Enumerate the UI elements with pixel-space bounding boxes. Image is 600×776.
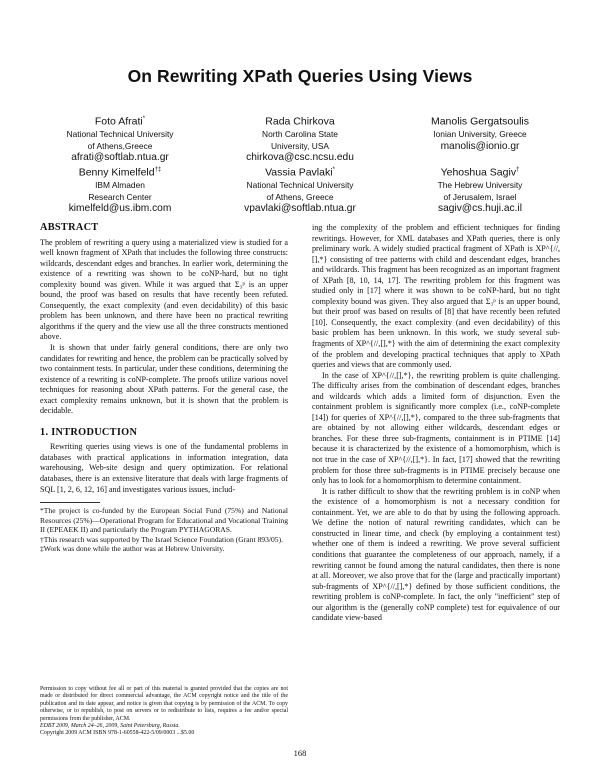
author-affiliation: of Athens,Greece <box>87 140 153 151</box>
author-affiliation: Research Center <box>88 191 152 202</box>
body-paragraph: It is rather difficult to show that the rewriting problem is in coNP when the existence of a homomorphism is not a necessary condition for containment. Yet, we are able to do that by using the following approach. We define the notion of natural rewriting candidates, which can be constructed in linear time, and check (by employing a containment test) whether one of them is indeed a rewriting. We prove several sufficient conditions that guarantee the completeness of our approach, namely, if a rewriting cannot be found among the natural candidates, then there is none at all. Moreover, we also prove that for the (large and practically important) sub-fragments of XP^{//,[],*} defined by those sufficient conditions, the rewriting problem is coNP-complete. In fact, the only "inefficient" step of our algorithm is the (generally coNP complete) test for equivalence of our candidate view-based <box>312 486 560 623</box>
footnote-rule <box>40 502 100 503</box>
copyright-line: Copyright 2009 ACM ISBN 978-1-60558-422-5/09/0003 ...$5.00 <box>40 730 195 737</box>
author-affiliation: of Jerusalem, Israel <box>443 191 517 202</box>
author-name: Yehoshua Sagiv† <box>440 166 520 179</box>
left-column <box>40 223 288 554</box>
intro-paragraph: Rewriting queries using views is one of the fundamental problems in databases with practical applications in information integration, data warehousing, Web-site design and query optimization. For relational databases, there is an extensive literature that deals with large fragments of SQL [1, 2, 6, 12, 16] and investigates various issues, includ- <box>40 442 288 494</box>
footnote: †This research was supported by The Israel Science Foundation (Grant 893/05). <box>40 534 284 544</box>
abstract-paragraph: The problem of rewriting a query using a materialized view is studied for a well known fragment of XPath that includes the following three constructs: wildcards, descendant edges and branches. In earlier work, determining the existence of a rewriting was shown to be coNP-hard, but no tight complexity bound was given. While it was argued that Σ₃ᵖ is an upper bound, the proof was based on results that have recently been refuted. Consequently, the exact complexity (and even decidability) of this basic problem has been unknown, and there have been no practical rewriting algorithms if the query and the view use all the three constructs mentioned above. <box>40 237 288 342</box>
author-affiliation: University, USA <box>270 140 329 151</box>
author-name: Foto Afrati* <box>94 115 146 128</box>
author-email: manolis@ionio.gr <box>440 140 520 152</box>
author-email: afrati@softlab.ntua.gr <box>71 152 169 163</box>
author-affiliation: North Carolina State <box>262 129 338 139</box>
permission-notice <box>40 686 288 738</box>
author-name: Benny Kimelfeld†‡ <box>78 166 162 179</box>
permission-text: Permission to copy without fee all or part of this material is granted provided that the copies are not made or distributed for direct commercial advantage, the ACM copyright notice and the title of the publication and its date appear, and notice is given that copying is by permission of the ACM. To copy otherwise, or to republish, to post on servers or to redistribute to lists, requires a fee and/or special permissions from the publisher, ACM. <box>40 686 288 722</box>
author-email: vpavlaki@softlab.ntua.gr <box>244 203 356 214</box>
author-block <box>35 114 205 164</box>
abstract-heading: ABSTRACT <box>40 222 99 233</box>
author-affiliation: IBM Almaden <box>95 180 145 190</box>
author-email: kimelfeld@us.ibm.com <box>68 203 172 214</box>
author-affiliation: National Technical University <box>66 129 174 139</box>
author-affiliation: National Technical University <box>246 180 354 190</box>
author-affiliation: Ionian University, Greece <box>433 129 527 139</box>
page-number: 168 <box>293 748 307 758</box>
author-name: Rada Chirkova <box>265 115 335 128</box>
author-affiliation: of Athens, Greece <box>266 191 334 202</box>
body-paragraph: ing the complexity of the problem and efficient techniques for finding rewritings. However, for XML databases and XPath queries, there is only preliminary work. A widely studied practical fragment of XPath is XP^{//,[],*} consisting of tree patterns with child and descendant edges, branches and wildcards. This fragment has been recognized as an important fragment of XPath [8, 10, 14, 17]. The rewriting problem for this fragment was studied only in [17] where it was shown to be coNP-hard, but no tight complexity bound was given. They also argued that Σ₃ᵖ is an upper bound, but their proof was based on results of [8] that have recently been refuted [10]. Consequently, the exact complexity (and even decidability) of this basic problem has been unknown. In this work, we study several sub-fragments of XP^{//,[],*} with the aim of determining the exact complexity of the problem and developing practical techniques that apply to XPath queries and views that are commonly used. <box>312 223 560 370</box>
section-heading: 1. INTRODUCTION <box>40 426 138 438</box>
right-column <box>312 223 560 624</box>
body-paragraph: In the case of XP^{//,[],*}, the rewriting problem is quite challenging. The difficulty arises from the combination of descendant edges, branches and wildcards which adds a limited form of disjunction. Even the containment problem is significantly more complex (i.e., coNP-complete [14]) for queries of XP^{//,[],*}, compared to the three sub-fragments that are obtained by not allowing either wildcards, descendant edges or branches. For these three sub-fragments, containment is in PTIME [14] because it is characterized by the existence of a homomorphism, which is not true in the case of XP^{//,[],*}. In fact, [17] showed that the rewriting problem for those three sub-fragments is in PTIME precisely because one only has to look for a homomorphism to determine containment. <box>312 370 560 486</box>
footnote: ‡Work was done while the author was at Hebrew University. <box>40 544 225 554</box>
footnote: *The project is co-funded by the European Social Fund (75%) and National Resources (25%)—Operational Program for Educational and Vocational Training II (EPEAEK II) and particularly the Program PYTHAGORAS. <box>40 506 288 535</box>
author-affiliation: The Hebrew University <box>437 180 523 190</box>
paper-title: On Rewriting XPath Queries Using Views <box>127 66 473 86</box>
author-name: Vassia Pavlaki* <box>265 166 335 179</box>
author-block <box>35 165 205 215</box>
author-email: chirkova@csc.ncsu.edu <box>246 152 354 163</box>
author-block <box>215 165 385 215</box>
conference-info: EDBT 2009, March 24–26, 2009, Saint Petersburg, Russia. <box>40 723 180 730</box>
author-email: sagiv@cs.huji.ac.il <box>438 203 522 214</box>
author-block <box>215 114 385 164</box>
abstract-paragraph: It is shown that under fairly general conditions, there are only two candidates for rewriting and hence, the problem can be practically solved by two containment tests. In particular, under these conditions, determining the existence of a rewriting is coNP-complete. The proofs utilize various novel techniques for reasoning about XPath patterns. For the general case, the exact complexity remains unknown, but it is shown that the problem is decidable. <box>40 343 288 416</box>
author-block <box>395 114 565 152</box>
author-name: Manolis Gergatsoulis <box>430 115 530 128</box>
author-block <box>395 165 565 215</box>
